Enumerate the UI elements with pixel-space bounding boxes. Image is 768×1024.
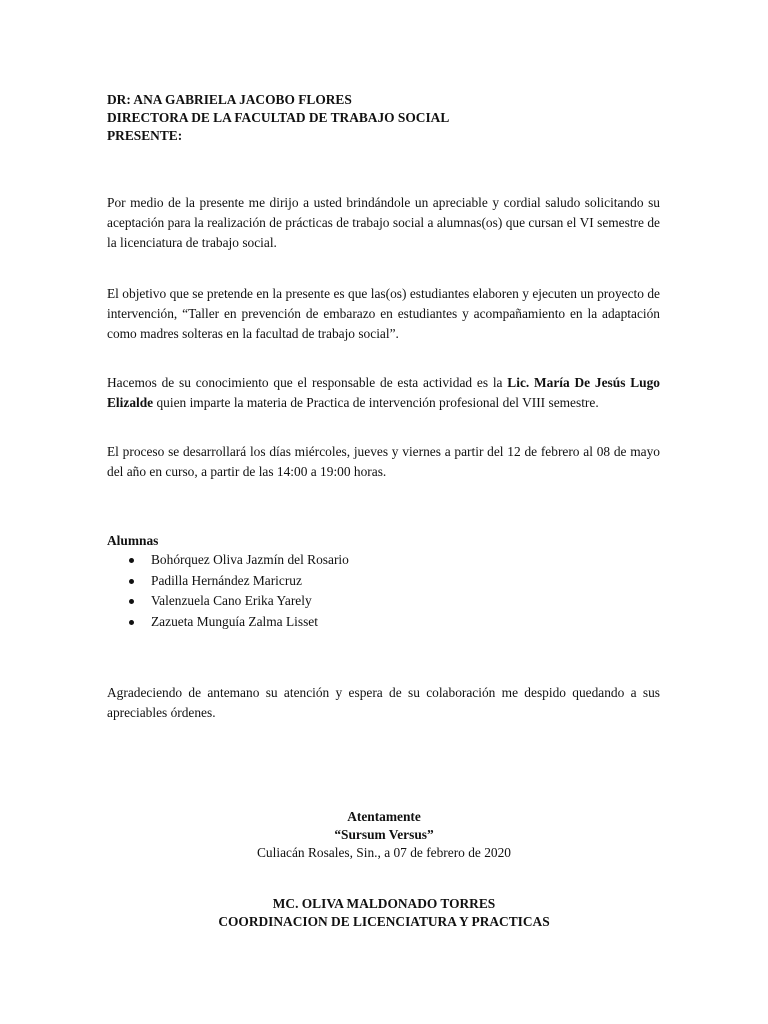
- student-name: Bohórquez Oliva Jazmín del Rosario: [151, 552, 349, 567]
- paragraph-request: Por medio de la presente me dirijo a usted brindándole un apreciable y cordial saludo solicitando su aceptación para la realización de prácticas de trabajo social a alumnas(os) que cursan el VI semestre de la licenciatura de trabajo social.: [107, 195, 660, 250]
- signer-title: COORDINACION DE LICENCIATURA Y PRACTICAS: [218, 914, 550, 929]
- bullet-icon: [129, 558, 134, 563]
- student-name: Padilla Hernández Maricruz: [151, 572, 302, 588]
- responsible-name: Lic. María De Jesús Lugo Elizalde: [107, 375, 660, 410]
- recipient-presente: PRESENTE:: [107, 128, 183, 143]
- student-name: Valenzuela Cano Erika Yarely: [151, 593, 312, 608]
- atentamente-label: Atentamente: [347, 809, 421, 824]
- list-item: [128, 612, 349, 633]
- signer-name: MC. OLIVA MALDONADO TORRES: [272, 896, 496, 911]
- students-list: [128, 550, 349, 632]
- bullet-icon: [129, 579, 134, 584]
- place-date: Culiacán Rosales, Sin., a 07 de febrero de 2020: [257, 845, 511, 860]
- paragraph-responsible-rest: quien imparte la materia de Practica de intervención profesional del VIII semestre.: [153, 395, 599, 410]
- paragraph-schedule: El proceso se desarrollará los días miércoles, jueves y viernes a partir del 12 de febrero al 08 de mayo del año en curso, a partir de las 14:00 a 19:00 horas.: [107, 444, 660, 479]
- list-item: [128, 550, 349, 571]
- recipient-title: DIRECTORA DE LA FACULTAD DE TRABAJO SOCIAL: [107, 110, 450, 125]
- recipient-name: DR: ANA GABRIELA JACOBO FLORES: [107, 92, 352, 107]
- paragraph-responsible-intro: Hacemos de su conocimiento que el responsable de esta actividad es la: [107, 375, 508, 390]
- list-item: [128, 571, 349, 592]
- student-name: Zazueta Munguía Zalma Lisset: [151, 613, 318, 629]
- students-heading: Alumnas: [107, 533, 159, 548]
- bullet-icon: [129, 620, 134, 625]
- list-item: [128, 591, 349, 612]
- paragraph-objective: El objetivo que se pretende en la presente es que las(os) estudiantes elaboren y ejecuten un proyecto de intervención, “Taller en prevención de embarazo en estudiantes y acompañamiento en la adaptación como madres solteras en la facultad de trabajo social”.: [107, 286, 660, 341]
- motto: “Sursum Versus”: [334, 827, 434, 842]
- paragraph-responsible: [107, 373, 660, 413]
- paragraph-closing: Agradeciendo de antemano su atención y espera de su colaboración me despido quedando a sus apreciables órdenes.: [107, 685, 660, 720]
- bullet-icon: [129, 599, 134, 604]
